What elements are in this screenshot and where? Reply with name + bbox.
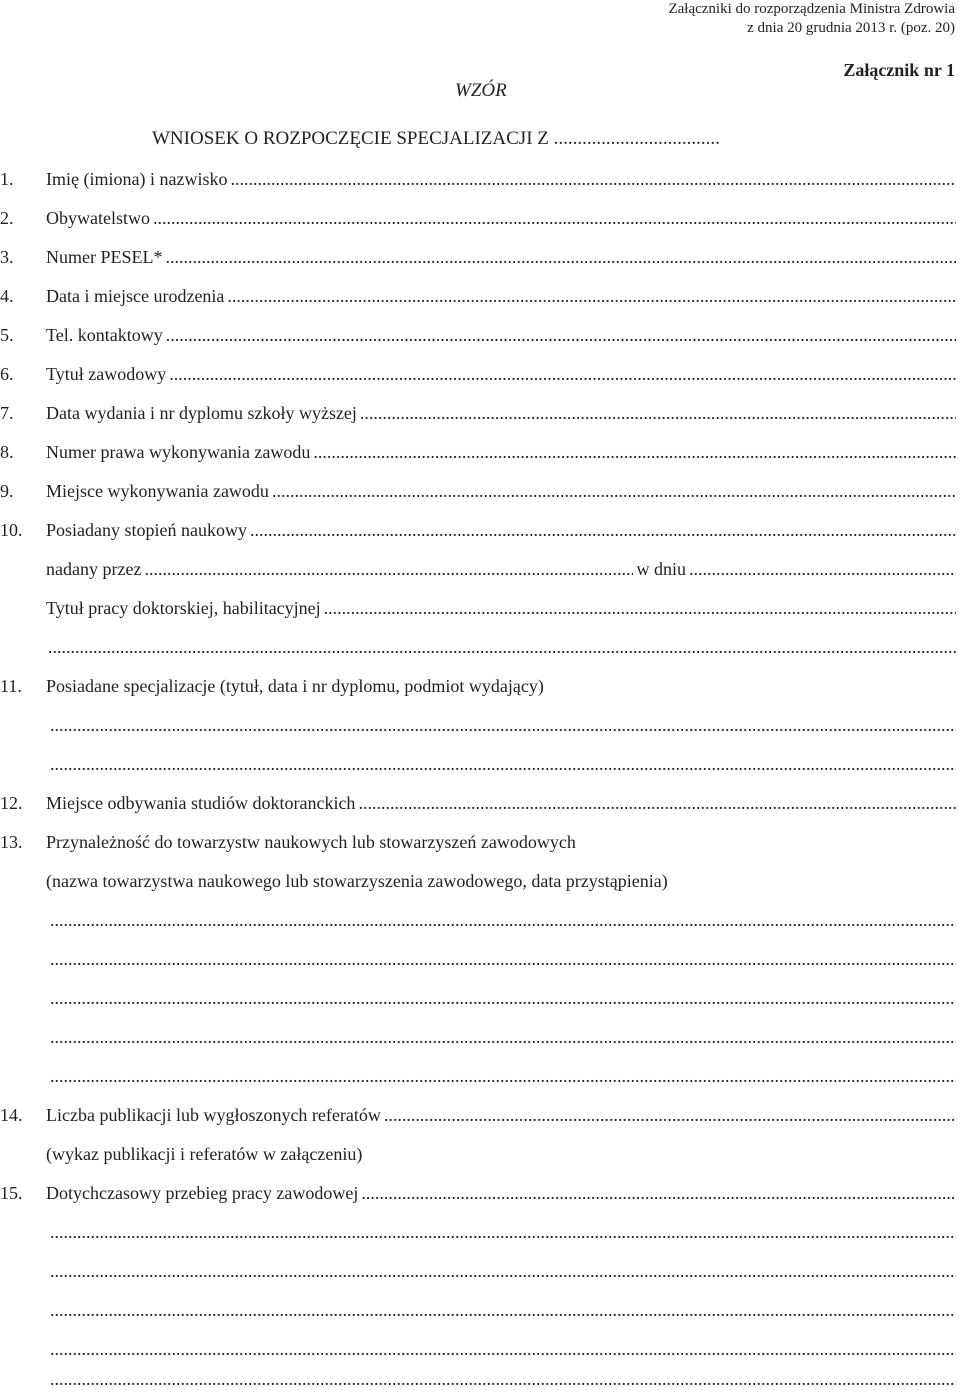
field-label: Liczba publikacji lub wygłoszonych referatów — [46, 1105, 381, 1125]
blank-line[interactable] — [0, 985, 956, 1011]
blank-line[interactable] — [0, 634, 956, 660]
field-label: (nazwa towarzystwa naukowego lub stowarzyszenia zawodowego, data przystąpienia) — [46, 871, 668, 891]
fill-line[interactable] — [166, 322, 956, 348]
field-memberships-note — [0, 868, 956, 894]
field-full-name[interactable] — [0, 166, 956, 192]
blank-line[interactable] — [0, 751, 956, 777]
field-label: nadany przez — [46, 559, 142, 579]
fill-line[interactable] — [50, 1024, 956, 1050]
fill-line[interactable] — [50, 1336, 956, 1362]
fill-line[interactable] — [50, 1297, 956, 1323]
fill-line[interactable] — [153, 205, 956, 231]
regulation-line-1: Załączniki do rozporządzenia Ministra Zdrowia — [668, 1, 955, 17]
field-number: 9. — [0, 481, 14, 501]
fill-line[interactable] — [166, 244, 957, 270]
field-degree-granted-by[interactable] — [0, 556, 956, 582]
field-label: Miejsce wykonywania zawodu — [46, 481, 269, 501]
attachment-number: Załącznik nr 1 — [843, 60, 955, 80]
field-career-history[interactable] — [0, 1180, 956, 1206]
field-academic-degree[interactable] — [0, 517, 956, 543]
blank-line[interactable] — [0, 1219, 956, 1245]
blank-line[interactable] — [0, 907, 956, 933]
field-number: 5. — [0, 325, 14, 345]
fill-line[interactable] — [324, 595, 956, 621]
blank-line[interactable] — [0, 1336, 956, 1362]
fill-line[interactable] — [144, 556, 633, 582]
field-label: Tytuł zawodowy — [46, 364, 167, 384]
fill-line[interactable] — [50, 1366, 956, 1392]
fill-line[interactable] — [227, 283, 956, 309]
field-label: Data i miejsce urodzenia — [46, 286, 225, 306]
fill-line[interactable] — [689, 556, 956, 582]
field-license-number[interactable] — [0, 439, 956, 465]
fill-line[interactable] — [48, 634, 956, 660]
field-label-date: w dniu — [636, 559, 686, 579]
field-phone[interactable] — [0, 322, 956, 348]
template-label: WZÓR — [455, 80, 507, 101]
fill-line[interactable] — [169, 361, 956, 387]
fill-line[interactable] — [50, 1063, 956, 1089]
field-citizenship[interactable] — [0, 205, 956, 231]
fill-line[interactable] — [250, 517, 956, 543]
field-birth-date-place[interactable] — [0, 283, 956, 309]
field-number: 7. — [0, 403, 14, 423]
field-professional-title[interactable] — [0, 361, 956, 387]
fill-line[interactable] — [50, 712, 956, 738]
field-number: 3. — [0, 247, 14, 267]
field-number: 11. — [0, 676, 22, 696]
field-label: Numer PESEL* — [46, 247, 163, 267]
field-diploma[interactable] — [0, 400, 956, 426]
field-memberships — [0, 829, 956, 855]
field-label: Miejsce odbywania studiów doktoranckich — [46, 793, 356, 813]
field-label: Tytuł pracy doktorskiej, habilitacyjnej — [46, 598, 321, 618]
field-specializations — [0, 673, 956, 699]
field-publications-count[interactable] — [0, 1102, 956, 1128]
field-label: (wykaz publikacji i referatów w załączeniu) — [46, 1144, 363, 1164]
fill-line[interactable] — [50, 751, 956, 777]
field-label: Dotychczasowy przebieg pracy zawodowej — [46, 1183, 359, 1203]
fill-line[interactable] — [384, 1102, 956, 1128]
blank-line[interactable] — [0, 946, 956, 972]
field-label: Imię (imiona) i nazwisko — [46, 169, 228, 189]
field-label: Przynależność do towarzystw naukowych lub stowarzyszeń zawodowych — [46, 832, 576, 852]
field-label: Posiadane specjalizacje (tytuł, data i nr dyplomu, podmiot wydający) — [46, 676, 544, 696]
field-number: 10. — [0, 520, 23, 540]
field-number: 13. — [0, 832, 23, 852]
fill-line[interactable] — [230, 166, 956, 192]
field-workplace[interactable] — [0, 478, 956, 504]
blank-line[interactable] — [0, 712, 956, 738]
fill-line[interactable] — [50, 1258, 956, 1284]
field-label: Obywatelstwo — [46, 208, 150, 228]
regulation-line-2: z dnia 20 grudnia 2013 r. (poz. 20) — [747, 20, 955, 36]
fill-line[interactable] — [272, 478, 956, 504]
field-number: 6. — [0, 364, 14, 384]
field-doctoral-studies[interactable] — [0, 790, 956, 816]
field-pesel[interactable] — [0, 244, 956, 270]
field-label: Data wydania i nr dyplomu szkoły wyższej — [46, 403, 357, 423]
field-publications-note — [0, 1141, 956, 1167]
field-number: 12. — [0, 793, 23, 813]
regulation-header — [668, 0, 955, 38]
blank-line[interactable] — [0, 1366, 956, 1392]
fill-line[interactable] — [50, 1219, 956, 1245]
fill-line[interactable] — [360, 400, 956, 426]
field-label: Numer prawa wykonywania zawodu — [46, 442, 311, 462]
field-label: Tel. kontaktowy — [46, 325, 163, 345]
field-label: Posiadany stopień naukowy — [46, 520, 247, 540]
fill-line[interactable] — [358, 790, 956, 816]
field-number: 1. — [0, 169, 14, 189]
field-number: 4. — [0, 286, 14, 306]
field-number: 14. — [0, 1105, 23, 1125]
fill-line[interactable] — [50, 907, 956, 933]
fill-line[interactable] — [50, 985, 956, 1011]
blank-line[interactable] — [0, 1297, 956, 1323]
field-thesis-title[interactable] — [0, 595, 956, 621]
fill-line[interactable] — [50, 946, 956, 972]
blank-line[interactable] — [0, 1063, 956, 1089]
field-number: 8. — [0, 442, 14, 462]
blank-line[interactable] — [0, 1024, 956, 1050]
fill-line[interactable] — [361, 1180, 956, 1206]
form-title: WNIOSEK O ROZPOCZĘCIE SPECJALIZACJI Z ................................... — [152, 128, 720, 149]
fill-line[interactable] — [313, 439, 956, 465]
field-number: 2. — [0, 208, 14, 228]
field-number: 15. — [0, 1183, 23, 1203]
blank-line[interactable] — [0, 1258, 956, 1284]
